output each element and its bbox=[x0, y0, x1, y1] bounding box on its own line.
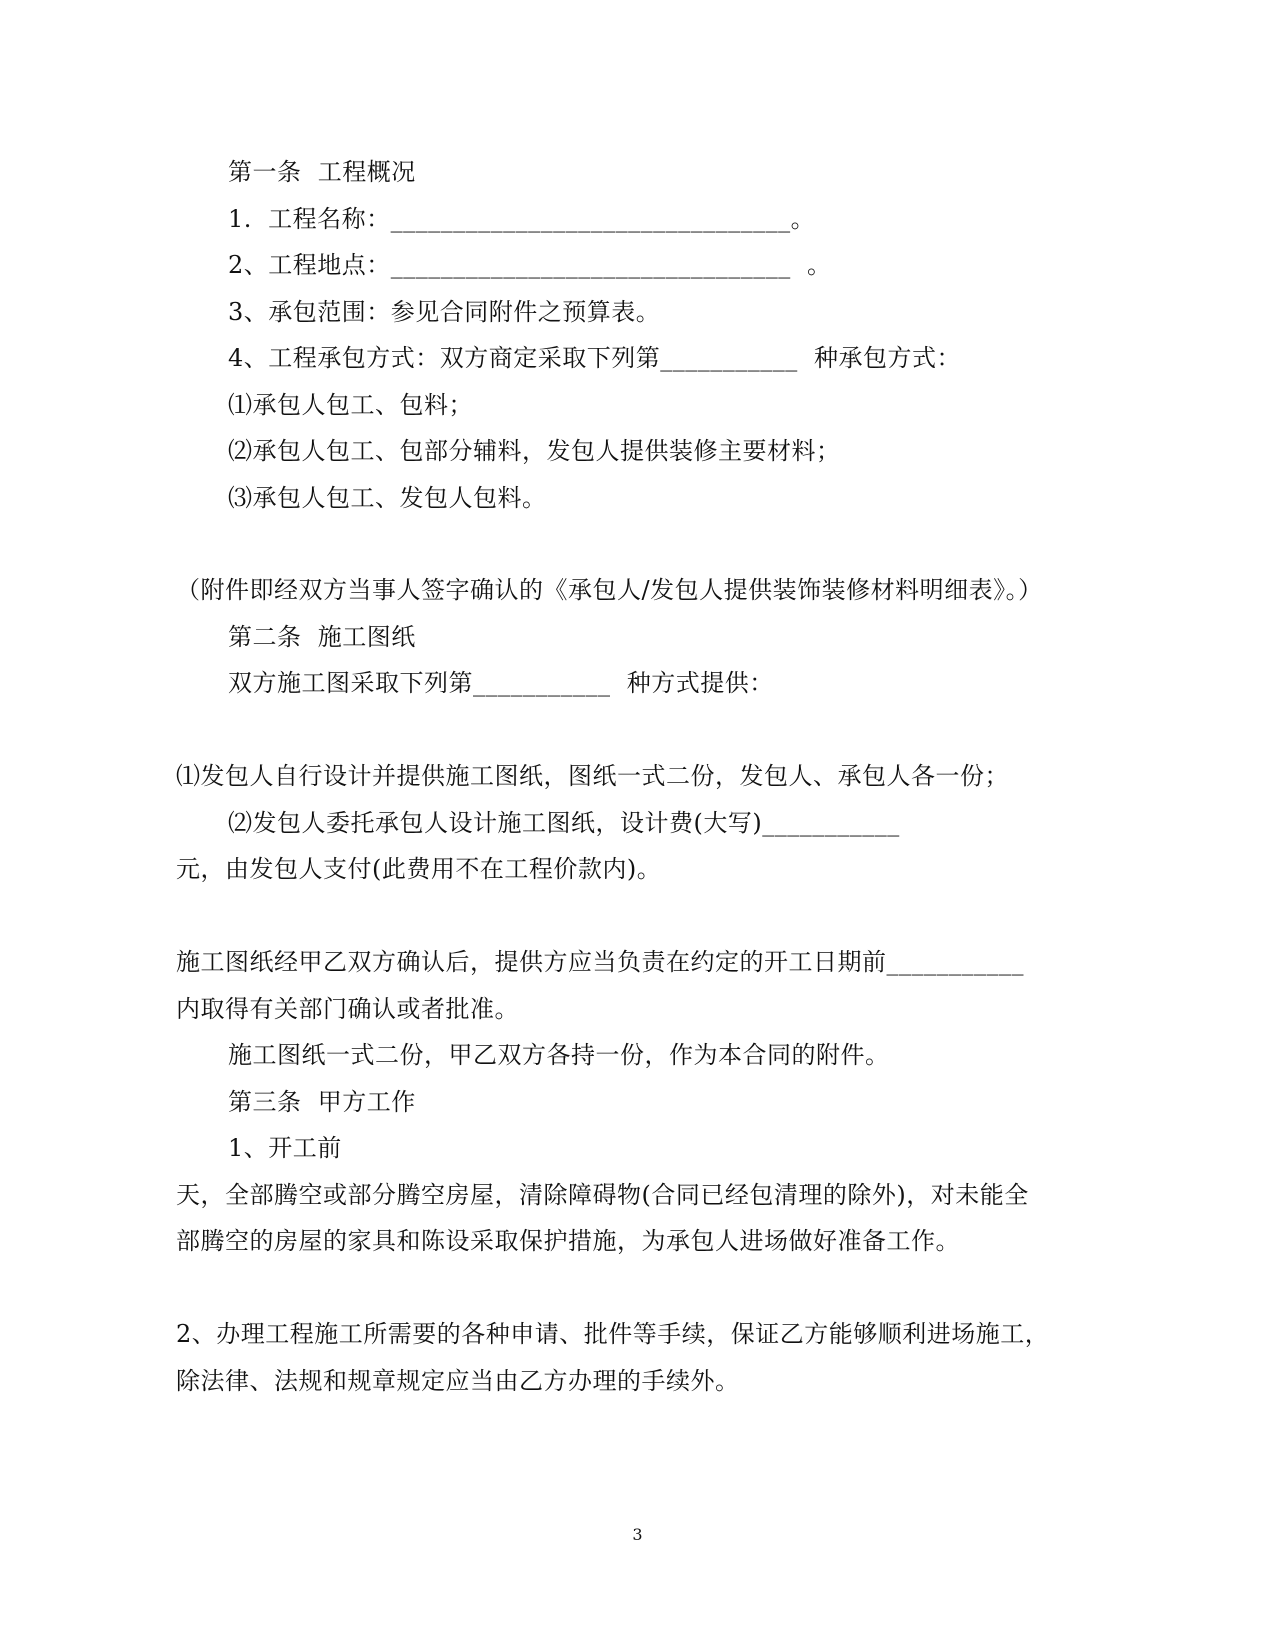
drawing-option-1: ⑴发包人自行设计并提供施工图纸，图纸一式二份，发包人、承包人各一份； bbox=[176, 762, 1009, 790]
drawing-method-line: 双方施工图采取下列第___________ 种方式提供： bbox=[228, 669, 774, 697]
article-1-heading: 第一条 工程概况 bbox=[228, 158, 416, 186]
article-3-heading: 第三条 甲方工作 bbox=[228, 1088, 416, 1116]
attachment-note: （附件即经双方当事人签字确认的《承包人/发包人提供装饰装修材料明细表》。） bbox=[176, 576, 1043, 604]
method-option-2: ⑵承包人包工、包部分辅料，发包人提供装修主要材料； bbox=[228, 437, 841, 465]
drawing-copies-line: 施工图纸一式二份，甲乙双方各持一份，作为本合同的附件。 bbox=[228, 1041, 890, 1069]
project-name-line: 1. 工程名称：________________________________。 bbox=[228, 205, 816, 233]
article-2-heading: 第二条 施工图纸 bbox=[228, 623, 416, 651]
method-option-3: ⑶承包人包工、发包人包料。 bbox=[228, 484, 547, 512]
party-a-duty-1-end: 部腾空的房屋的家具和陈设采取保护措施，为承包人进场做好准备工作。 bbox=[176, 1227, 960, 1255]
page-number: 3 bbox=[632, 1525, 643, 1544]
drawing-option-2: ⑵发包人委托承包人设计施工图纸，设计费(大写)___________ bbox=[228, 809, 900, 837]
party-a-duty-2: 2、办理工程施工所需要的各种申请、批件等手续，保证乙方能够顺利进场施工， bbox=[176, 1320, 1050, 1348]
method-option-1: ⑴承包人包工、包料； bbox=[228, 391, 473, 419]
drawing-approval-continued: 内取得有关部门确认或者批准。 bbox=[176, 995, 519, 1023]
drawing-approval-line: 施工图纸经甲乙双方确认后，提供方应当负责在约定的开工日期前___________ bbox=[176, 948, 1024, 976]
contract-scope-line: 3、承包范围：参见合同附件之预算表。 bbox=[228, 298, 661, 326]
party-a-duty-1-continued: 天，全部腾空或部分腾空房屋，清除障碍物(合同已经包清理的除外)，对未能全 bbox=[176, 1181, 1029, 1209]
drawing-option-2-continued: 元，由发包人支付(此费用不在工程价款内)。 bbox=[176, 855, 662, 883]
contract-method-line: 4、工程承包方式：双方商定采取下列第___________ 种承包方式： bbox=[228, 344, 962, 372]
party-a-duty-2-continued: 除法律、法规和规章规定应当由乙方办理的手续外。 bbox=[176, 1367, 740, 1395]
project-location-line: 2、工程地点：________________________________ 。 bbox=[228, 251, 832, 279]
party-a-duty-1: 1、开工前 bbox=[228, 1134, 342, 1162]
